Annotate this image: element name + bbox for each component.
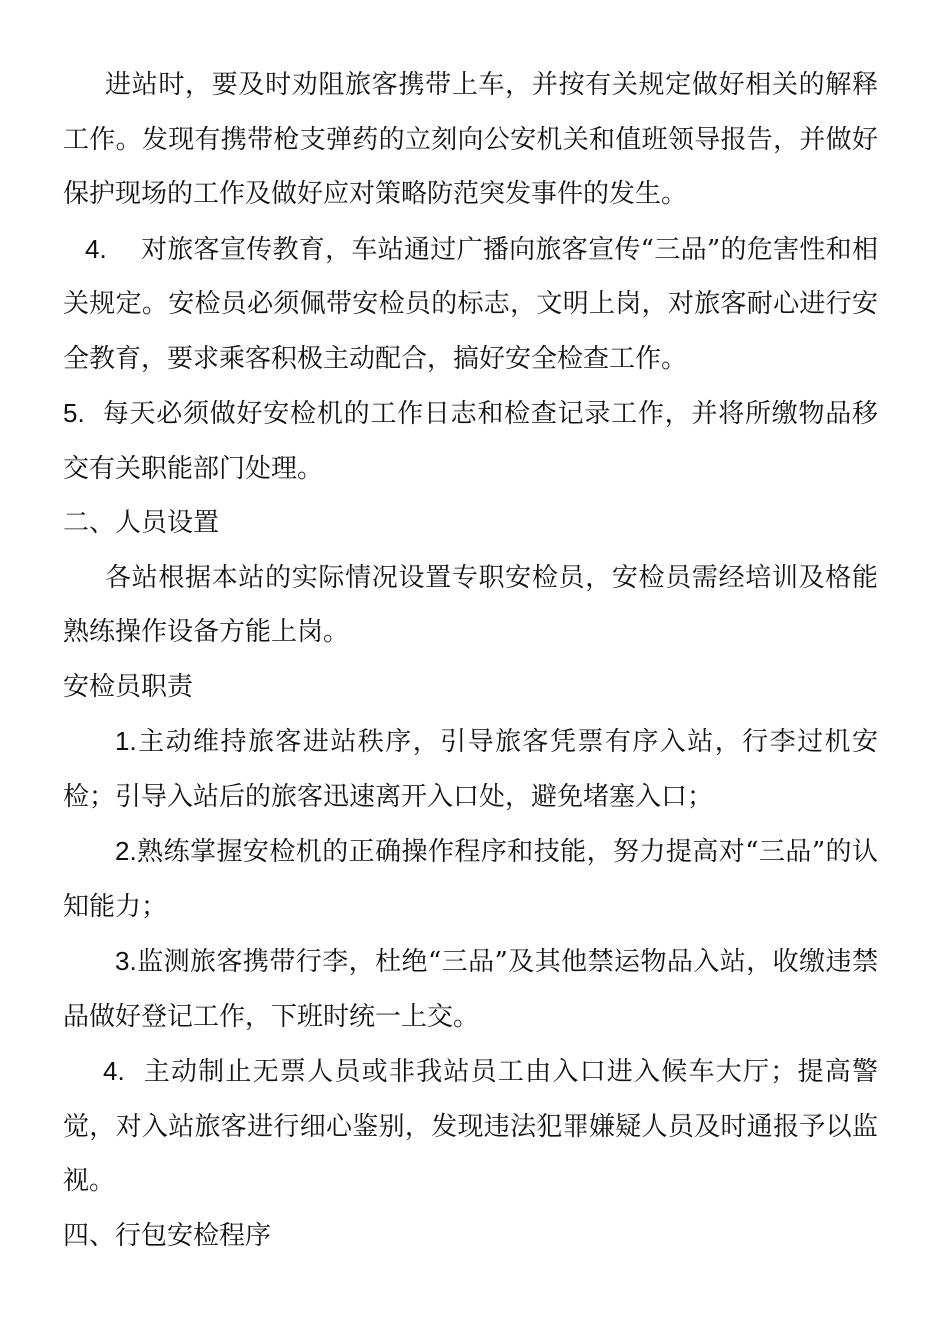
paragraph-duty-2 (63, 824, 878, 934)
paragraph-duty-4 (63, 1044, 878, 1209)
item-number: 1. (115, 726, 137, 756)
item-text: 每天必须做好安检机的工作日志和检查记录工作，并将所缴物品移交有关职能部门处理。 (63, 399, 878, 484)
item-text: 熟练掌握安检机的正确操作程序和技能，努力提高对“三品”的认知能力； (63, 837, 878, 922)
item-text: 主动制止无票人员或非我站员工由入口进入候车大厅；提高警觉，对入站旅客进行细心鉴别，发现违法犯罪嫌疑人员及时通报予以监视。 (63, 1057, 878, 1196)
item-text: 主动维持旅客进站秩序，引导旅客凭票有序入站，行李过机安检；引导入站后的旅客迅速离开入口处，避免堵塞入口； (63, 727, 878, 812)
paragraph-item-5-records (63, 386, 878, 496)
item-number: 4. (103, 1056, 125, 1086)
section-heading-staffing: 二、人员设置 (63, 508, 220, 538)
section-heading-baggage-procedure: 四、行包安检程序 (63, 1220, 272, 1251)
item-text: 对旅客宣传教育，车站通过广播向旅客宣传“三品”的危害性和相关规定。安检员必须佩带安检员的标志，文明上岗，对旅客耐心进行安全教育，要求乘客积极主动配合，搞好安全检查工作。 (63, 234, 878, 374)
subheading-inspector-duties: 安检员职责 (63, 671, 194, 702)
item-number: 4. (85, 233, 107, 264)
paragraph-duty-1 (63, 714, 878, 824)
paragraph-entry-warning: 进站时，要及时劝阻旅客携带上车，并按有关规定做好相关的解释工作。发现有携带枪支弹药的立刻向公安机关和值班领导报告，并做好保护现场的工作及做好应对策略防范突发事件的发生。 (63, 70, 878, 209)
item-number: 2. (115, 836, 137, 866)
document-page (63, 58, 878, 1263)
paragraph-item-4-publicity (63, 222, 878, 387)
paragraph-duty-3 (63, 934, 878, 1044)
item-number: 3. (115, 946, 137, 976)
paragraph-staffing: 各站根据本站的实际情况设置专职安检员，安检员需经培训及格能熟练操作设备方能上岗。 (63, 562, 878, 647)
item-number: 5. (63, 398, 85, 428)
item-text: 监测旅客携带行李，杜绝“三品”及其他禁运物品入站，收缴违禁品做好登记工作，下班时统一上交。 (63, 947, 878, 1032)
